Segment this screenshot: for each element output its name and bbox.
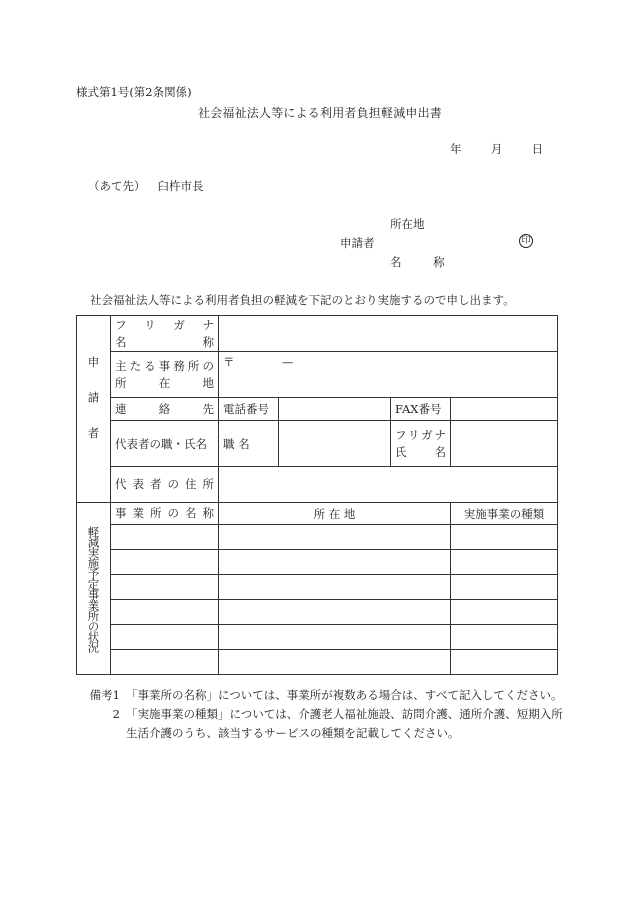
col-office-name: 事 業 所 の 名 称 [111,503,219,525]
applicant-label: 申請者 [340,236,375,250]
section-applicant: 申請者 [77,316,111,503]
office-address-field[interactable] [219,352,558,398]
rep-label: 代表者の職・氏名 [111,421,219,467]
office-name-cell[interactable] [111,550,219,575]
seal-mark: 印 [519,234,533,248]
representative-row [77,421,558,467]
service-type-cell[interactable] [451,600,558,625]
fax-field[interactable] [451,398,558,421]
note-2-text: 「実施事業の種類」については、介護老人福祉施設、訪問介護、通所介護、短期入所生活介護のうち、該当するサービスの種類を記載してください。 [126,707,563,740]
office-address-cell[interactable] [219,550,451,575]
phone-label: 電話番号 [219,398,279,421]
document-title: 社会福祉法人等による利用者負担軽減申出書 [198,106,443,120]
date-year: 年 [450,142,462,156]
office-name-cell[interactable] [111,625,219,650]
office-address-cell[interactable] [219,575,451,600]
addressee-label: （あて先） [88,179,146,193]
position-field[interactable] [279,421,391,467]
office-header-row [77,503,558,525]
phone-field[interactable] [279,398,391,421]
applicant-block [340,216,540,268]
office-name-cell[interactable] [111,525,219,550]
rep-address-row [77,467,558,503]
note-1 [76,686,566,705]
applicant-address-label: 所在地 [390,217,425,231]
office-address-cell[interactable] [219,525,451,550]
furigana-name-field[interactable] [219,316,558,352]
service-type-cell[interactable] [451,525,558,550]
note-1-text: 「事業所の名称」については、事業所が複数ある場合は、すべて記入してください。 [126,688,563,702]
rep-name-label: 氏 名 [395,444,446,459]
rep-address-label: 代 表 者 の 住 所 [111,467,219,503]
office-address-label-2: 所 在 地 [115,375,214,390]
col-service-type: 実施事業の種類 [451,503,558,525]
addressee-name: 臼杵市長 [157,179,204,193]
service-type-cell[interactable] [451,575,558,600]
office-row [77,625,558,650]
office-address-cell[interactable] [219,625,451,650]
office-name-cell[interactable] [111,575,219,600]
furigana-row [77,316,558,352]
rep-furigana-label: フリガナ [395,427,446,442]
postal-mark: 〒 [223,355,235,369]
date-day: 日 [531,142,544,156]
office-address-row [77,352,558,398]
office-row [77,525,558,550]
position-label-text: 職 名 [223,436,250,451]
addressee [88,178,204,194]
office-address-label [111,352,219,398]
service-type-cell[interactable] [451,550,558,575]
contact-label: 連 絡 先 [111,398,219,421]
office-address-cell[interactable] [219,600,451,625]
office-row [77,600,558,625]
application-table [76,315,558,675]
date-month: 月 [490,142,503,156]
position-label [219,421,279,467]
office-row [77,575,558,600]
note-2-number: 2 [112,707,120,721]
rep-furigana-name-label [391,421,451,467]
furigana-name-label [111,316,219,352]
note-2 [76,705,566,743]
furigana-label: フ リ ガ ナ [115,317,214,332]
name-label: 名 称 [115,334,214,349]
section-offices: 軽減実施予定事業所の状況 [77,503,111,675]
office-address-cell[interactable] [219,650,451,675]
contact-row [77,398,558,421]
office-row [77,650,558,675]
form-number: 様式第1号(第2条関係) [76,85,192,99]
postal-dash: — [281,355,294,369]
office-name-cell[interactable] [111,650,219,675]
fax-label: FAX番号 [391,398,451,421]
applicant-name-label: 名 称 [390,255,459,269]
notes [76,686,566,743]
intro-text: 社会福祉法人等による利用者負担の軽減を下記のとおり実施するので申し出ます。 [90,293,515,307]
service-type-cell[interactable] [451,650,558,675]
col-office-address: 所 在 地 [219,503,451,525]
office-name-cell[interactable] [111,600,219,625]
note-1-label: 備考1 [89,688,120,702]
rep-address-field[interactable] [219,467,558,503]
date-line [450,141,543,157]
service-type-cell[interactable] [451,625,558,650]
rep-name-field[interactable] [451,421,558,467]
office-row [77,550,558,575]
office-address-label-1: 主たる事務所の [115,358,214,373]
